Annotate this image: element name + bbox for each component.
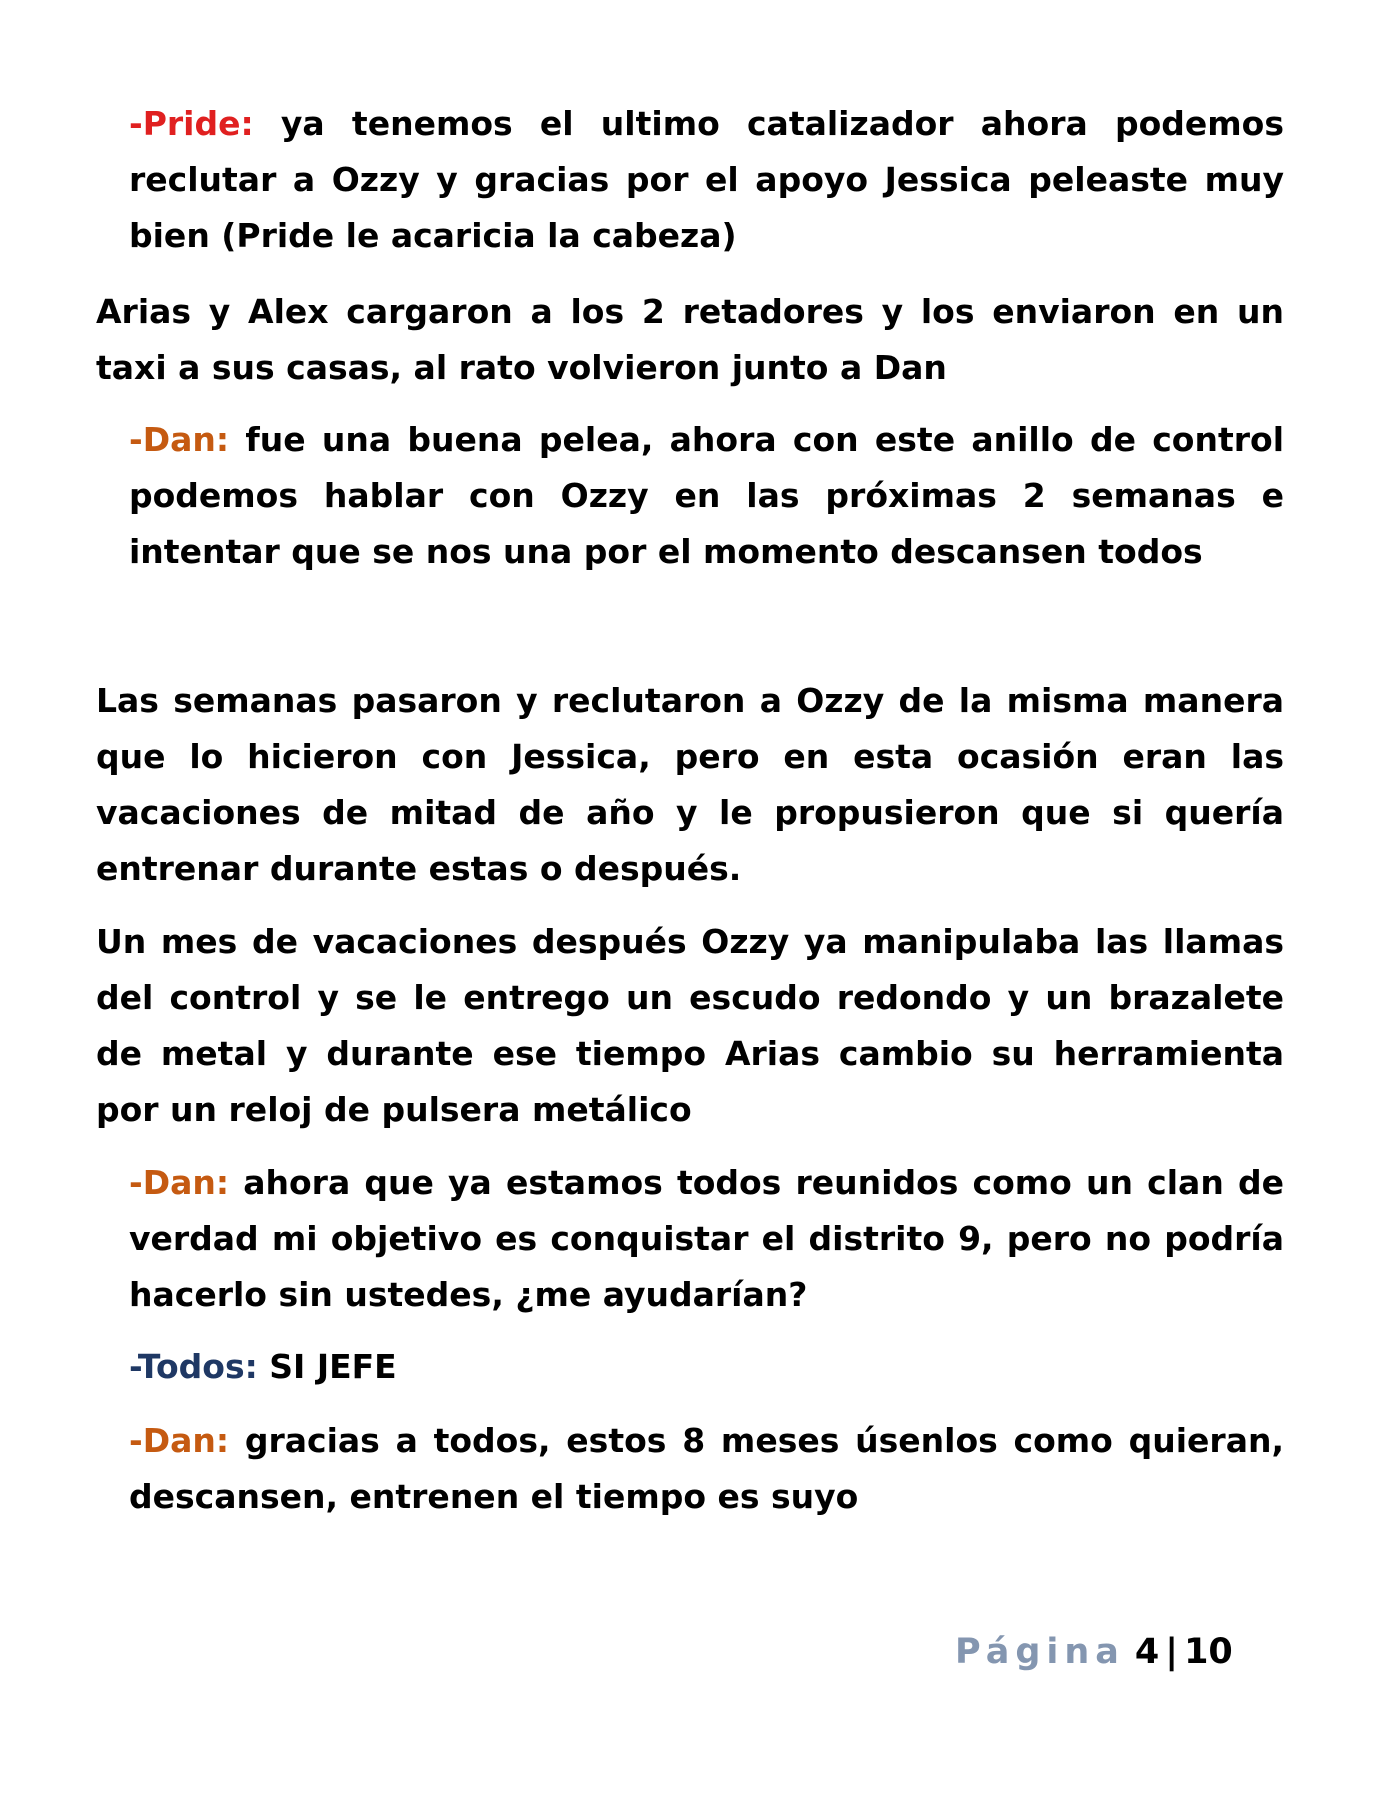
speaker-label-dan: -Dan: — [129, 420, 230, 459]
page-number: 4 — [1134, 1632, 1160, 1672]
speaker-label-pride: -Pride: — [129, 104, 254, 143]
page-footer — [955, 1627, 1233, 1677]
dialogue-text: fue una buena pelea, ahora con este anillo de control podemos hablar con Ozzy en las próximas 2 semanas e intentar que se nos una por el momento descansen todos — [129, 420, 1285, 571]
dialogue-pride-1 — [129, 96, 1284, 264]
narration-paragraph-3 — [96, 914, 1284, 1138]
dialogue-text: gracias a todos, estos 8 meses úsenlos como quieran, descansen, entrenen el tiempo es suyo — [129, 1421, 1284, 1516]
dialogue-dan-1 — [129, 412, 1284, 580]
dialogue-dan-2 — [129, 1155, 1284, 1323]
narration-paragraph-1 — [96, 284, 1284, 396]
narration-text: Las semanas pasaron y reclutaron a Ozzy de la misma manera que lo hicieron con Jessica, pero en esta ocasión eran las vacaciones de mitad de año y le propusieron que si quería entrenar durante estas o después. — [96, 681, 1284, 888]
dialogue-text: ya tenemos el ultimo catalizador ahora podemos reclutar a Ozzy y gracias por el apoyo Jessica peleaste muy bien (Pride le acaricia la cabeza) — [129, 104, 1284, 255]
narration-text: Un mes de vacaciones después Ozzy ya manipulaba las llamas del control y se le entrego un escudo redondo y un brazalete de metal y durante ese tiempo Arias cambio su herramienta por un reloj de pulsera metálico — [96, 922, 1284, 1129]
page-word: Página — [955, 1632, 1125, 1672]
narration-paragraph-2 — [96, 673, 1284, 897]
speaker-label-todos: -Todos: — [129, 1347, 258, 1386]
dialogue-dan-3 — [129, 1413, 1284, 1525]
page-separator: | — [1165, 1632, 1179, 1672]
speaker-label-dan: -Dan: — [129, 1163, 230, 1202]
dialogue-text: SI JEFE — [269, 1347, 397, 1386]
narration-text: Arias y Alex cargaron a los 2 retadores y los enviaron en un taxi a sus casas, al rato volvieron junto a Dan — [96, 292, 1284, 387]
dialogue-text: ahora que ya estamos todos reunidos como un clan de verdad mi objetivo es conquistar el distrito 9, pero no podría hacerlo sin ustedes, ¿me ayudarían? — [129, 1163, 1284, 1314]
dialogue-todos — [129, 1339, 1284, 1395]
speaker-label-dan: -Dan: — [129, 1421, 230, 1460]
page-total: 10 — [1184, 1632, 1233, 1672]
